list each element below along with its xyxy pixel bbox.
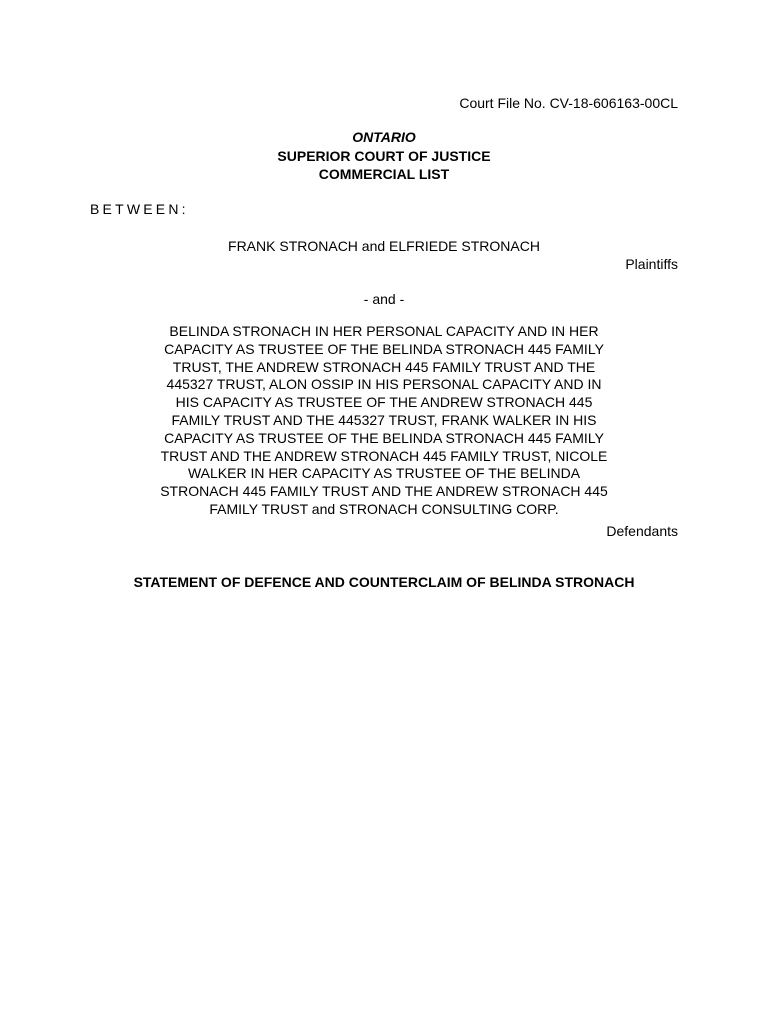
defendant-line: CAPACITY AS TRUSTEE OF THE BELINDA STRONACH 445 FAMILY: [164, 429, 604, 446]
defendant-line: TRUST AND THE ANDREW STRONACH 445 FAMILY TRUST, NICOLE: [160, 447, 608, 464]
defendants-role-label: Defendants: [606, 523, 678, 539]
defendant-line: HIS CAPACITY AS TRUSTEE OF THE ANDREW STRONACH 445: [175, 394, 593, 411]
between-label: BETWEEN:: [90, 201, 189, 217]
defendant-line: BELINDA STRONACH IN HER PERSONAL CAPACITY AND IN HER: [169, 323, 599, 339]
court-name: SUPERIOR COURT OF JUSTICE: [277, 148, 491, 164]
court-file-number: Court File No. CV-18-606163-00CL: [459, 95, 678, 111]
defendant-line: WALKER IN HER CAPACITY AS TRUSTEE OF THE BELINDA: [187, 465, 581, 482]
defendant-line: FAMILY TRUST and STRONACH CONSULTING CORP.: [209, 500, 559, 517]
document-title: STATEMENT OF DEFENCE AND COUNTERCLAIM OF BELINDA STRONACH: [133, 574, 635, 590]
defendant-line: TRUST, THE ANDREW STRONACH 445 FAMILY TRUST AND THE: [172, 358, 596, 375]
and-separator: - and -: [363, 291, 405, 307]
defendant-line: STRONACH 445 FAMILY TRUST AND THE ANDREW STRONACH 445: [160, 483, 608, 500]
defendant-line: 445327 TRUST, ALON OSSIP IN HIS PERSONAL CAPACITY AND IN: [166, 376, 602, 393]
plaintiff-names: FRANK STRONACH and ELFRIEDE STRONACH: [228, 238, 540, 254]
defendant-line: CAPACITY AS TRUSTEE OF THE BELINDA STRONACH 445 FAMILY: [164, 340, 604, 357]
plaintiffs-role-label: Plaintiffs: [625, 256, 678, 272]
court-province: ONTARIO: [352, 129, 416, 145]
defendant-line: FAMILY TRUST AND THE 445327 TRUST, FRANK WALKER IN HIS: [171, 411, 597, 428]
court-list: COMMERCIAL LIST: [318, 166, 450, 182]
defendant-names-block: [128, 323, 640, 519]
